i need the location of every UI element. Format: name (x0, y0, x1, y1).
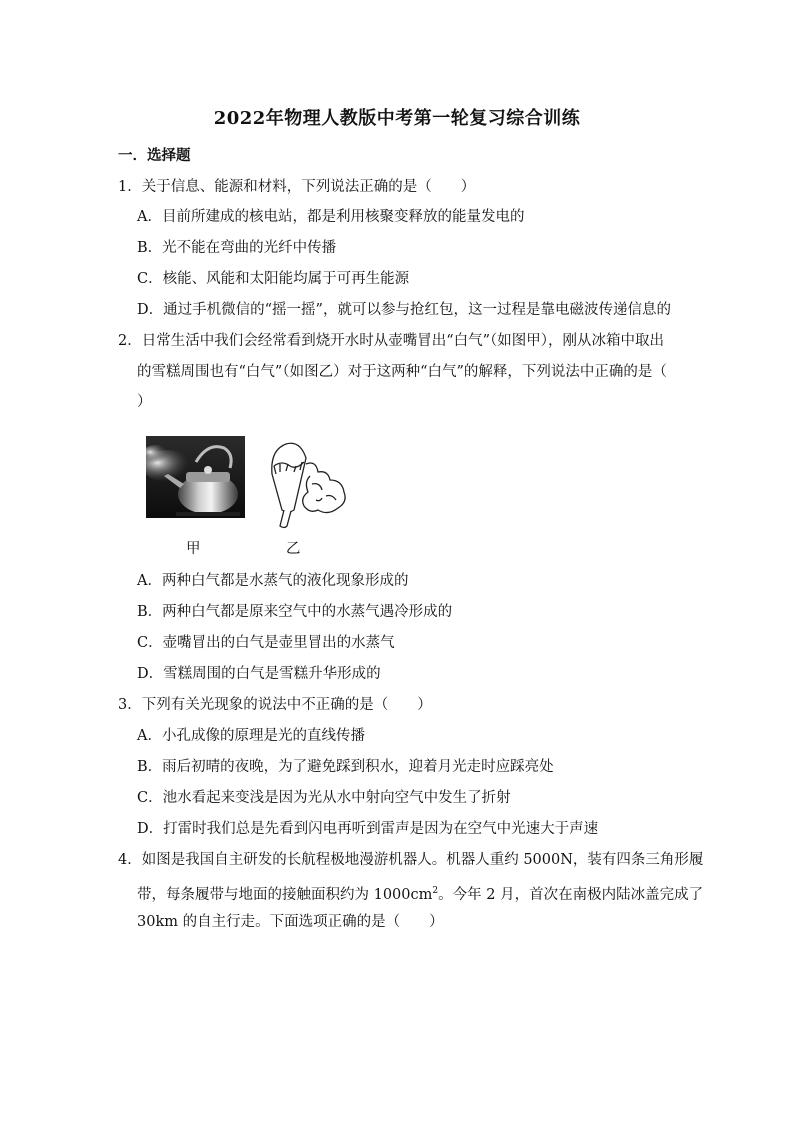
question-2-option-c: C．壶嘴冒出的白气是壶里冒出的水蒸气 (137, 635, 395, 651)
question-1-stem: 1．关于信息、能源和材料，下列说法正确的是（ ） (118, 179, 476, 195)
kettle-steam-photo (146, 436, 245, 518)
question-4-stem-line-2-part-1: 带，每条履带与地面的接触面积约为 1000cm (137, 886, 433, 903)
question-2-option-d: D．雪糕周围的白气是雪糕升华形成的 (137, 666, 381, 682)
question-2-stem-line-2: 的雪糕周围也有“白气”（如图乙）对于这两种“白气”的解释，下列说法中正确的是（ (137, 364, 667, 380)
question-4-stem-line-2 (137, 881, 703, 905)
question-1-option-d: D．通过手机微信的“摇一摇”，就可以参与抢红包，这一过程是靠电磁波传递信息的 (137, 302, 671, 318)
question-2-option-b: B．两种白气都是原来空气中的水蒸气遇冷形成的 (137, 604, 453, 620)
document-title: 2022年物理人教版中考第一轮复习综合训练 (213, 108, 581, 129)
question-3-option-d: D．打雷时我们总是先看到闪电再听到雷声是因为在空气中光速大于声速 (137, 821, 599, 837)
question-1-option-b: B．光不能在弯曲的光纤中传播 (137, 240, 337, 256)
figure-label-yi: 乙 (286, 541, 301, 557)
question-3-option-a: A．小孔成像的原理是光的直线传播 (137, 728, 365, 744)
question-4-stem-line-3: 30km 的自主行走。下面选项正确的是（ ） (137, 914, 444, 930)
figure-label-jia: 甲 (186, 541, 201, 557)
question-1-option-c: C．核能、风能和太阳能均属于可再生能源 (137, 271, 410, 287)
question-4-stem-line-1: 4．如图是我国自主研发的长航程极地漫游机器人。机器人重约 5000N，装有四条三角形履 (118, 852, 704, 868)
question-2-stem-line-1: 2．日常生活中我们会经常看到烧开水时从壶嘴冒出“白气”（如图甲），刚从冰箱中取出 (118, 333, 665, 349)
section-heading: 一．选择题 (118, 147, 191, 164)
question-3-stem: 3．下列有关光现象的说法中不正确的是（ ） (118, 697, 432, 713)
question-1-option-a: A．目前所建成的核电站，都是利用核聚变释放的能量发电的 (137, 209, 525, 225)
question-3-option-b: B．雨后初晴的夜晚，为了避免踩到积水，迎着月光走时应踩亮处 (137, 759, 554, 775)
question-4-stem-line-2-part-2: 。今年 2 月，首次在南极内陆冰盖完成了 (438, 886, 704, 903)
question-3-option-c: C．池水看起来变浅是因为光从水中射向空气中发生了折射 (137, 790, 511, 806)
question-2-stem-line-3: ） (137, 394, 152, 410)
question-2-option-a: A．两种白气都是水蒸气的液化现象形成的 (137, 573, 409, 589)
ice-cream-bar-drawing (266, 440, 350, 530)
area-unit-exponent: 2 (432, 886, 439, 896)
